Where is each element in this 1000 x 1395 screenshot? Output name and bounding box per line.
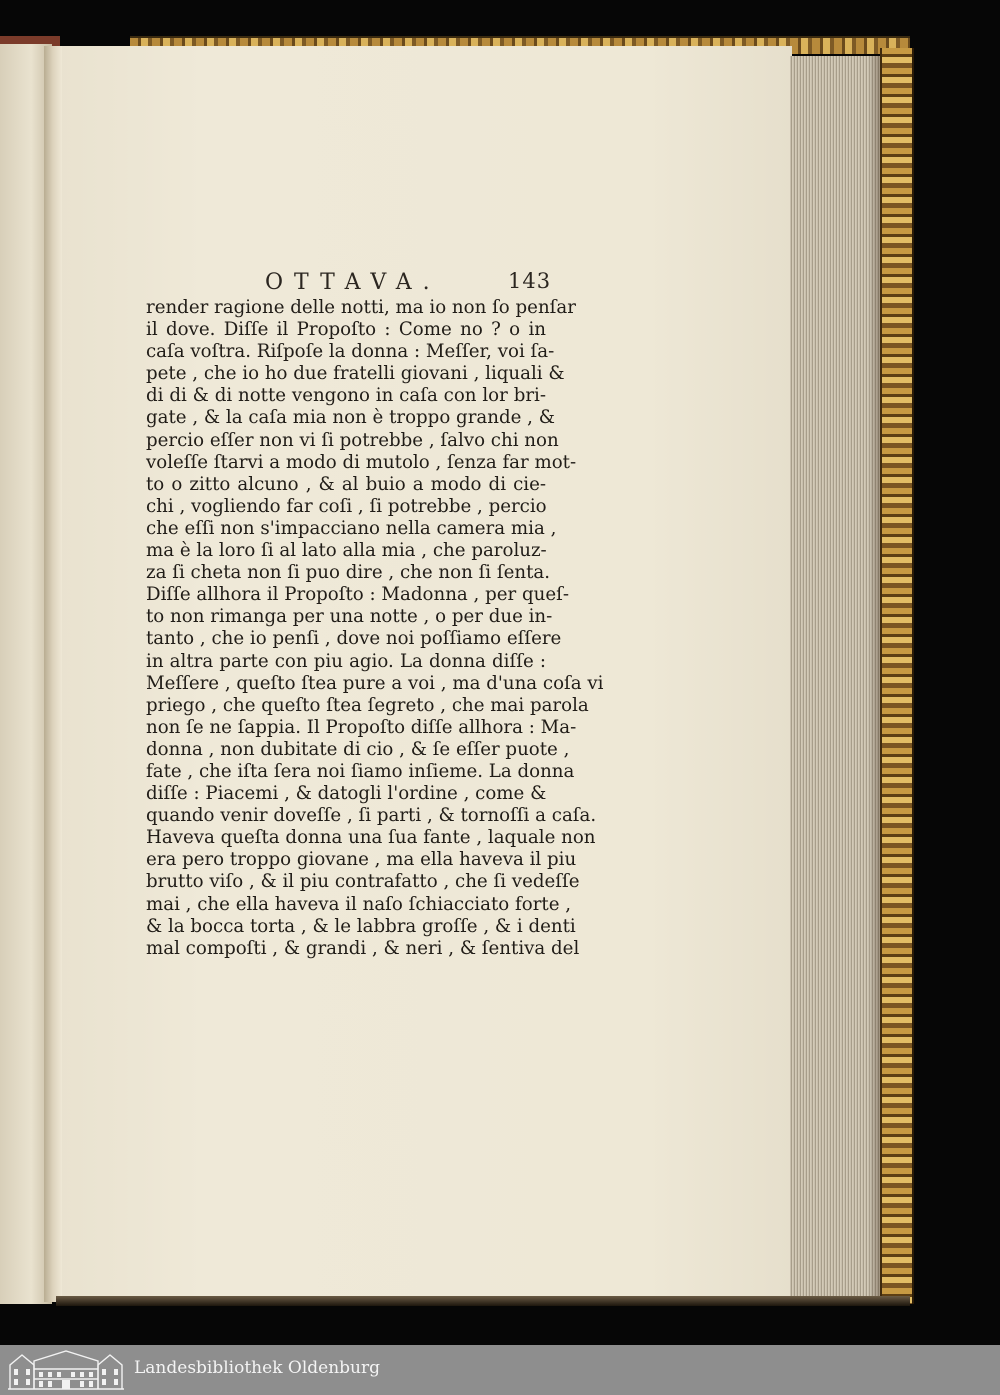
text-line: diſſe : Piacemi , & datogli l'ordine , come &: [146, 783, 547, 805]
text-line: za ſi cheta non ſi puo dire , che non ſi ſenta.: [146, 562, 551, 584]
text-line: mai , che ella haveva il naſo ſchiacciato forte ,: [146, 893, 572, 915]
page-fore-edge: [790, 56, 880, 1296]
text-line: render ragione delle notti, ma io non ſo penſar: [146, 297, 576, 318]
text-line: voleſſe ſtarvi a modo di mutolo , ſenza far mot-: [146, 451, 577, 473]
text-line: gate , & la caſa mia non è troppo grande , &: [146, 407, 555, 429]
text-line: quando venir doveſſe , ſi parti , & tornoſſi a caſa.: [146, 805, 597, 827]
page-gutter: [44, 46, 62, 1302]
text-line: mal compoſti , & grandi , & neri , & ſentiva del: [146, 937, 580, 959]
text-line: non ſe ne ſappia. Il Propoſto diſſe allhora : Ma-: [146, 716, 577, 738]
text-line: in altra parte con piu agio. La donna diſſe :: [146, 650, 546, 672]
library-footer: [0, 1345, 1000, 1395]
text-line: priego , che queſto ſtea ſegreto , che mai parola: [146, 694, 589, 716]
text-line: ma è la loro ſi al lato alla mia , che paroluz-: [146, 540, 547, 562]
text-line: to o zitto alcuno , & al buio a modo di cie-: [146, 473, 546, 495]
text-line: pete , che io ho due fratelli giovani , liquali &: [146, 363, 565, 385]
body-text: [146, 297, 604, 960]
text-line: era pero troppo giovane , ma ella haveva il piu: [146, 849, 577, 871]
text-line: Diſſe allhora il Propoſto : Madonna , per queſ-: [146, 584, 569, 606]
bottom-edge: [56, 1296, 910, 1306]
running-head: OTTAVA.: [265, 270, 441, 295]
text-line: che eſſi non s'impacciano nella camera mia ,: [146, 517, 557, 539]
text-line: to non rimanga per una notte , o per due in-: [146, 606, 553, 628]
text-line: di di & di notte vengono in caſa con lor bri-: [146, 385, 546, 407]
text-line: caſa voſtra. Riſpoſe la donna : Meſſer, voi ſa-: [146, 341, 555, 363]
text-line: chi , vogliendo far coſi , ſi potrebbe , percio: [146, 495, 547, 517]
text-line: il dove. Diſſe il Propoſto : Come no ? o in: [146, 319, 546, 341]
library-name: Landesbibliothek Oldenburg: [134, 1358, 381, 1378]
text-line: fate , che iſta ſera noi ſiamo inſieme. La donna: [146, 760, 575, 782]
library-building-icon: [8, 1349, 124, 1391]
text-line: & la bocca torta , & le labbra groſſe , & i denti: [146, 915, 576, 937]
text-line: tanto , che io penſi , dove noi poſſiamo eſſere: [146, 628, 562, 650]
page-number: 143: [508, 269, 552, 293]
text-line: percio eſſer non vi ſi potrebbe , ſalvo chi non: [146, 429, 559, 451]
text-line: Meſſere , queſto ſtea pure a voi , ma d'una coſa vi: [146, 672, 604, 694]
text-line: Haveva queſta donna una ſua fante , laquale non: [146, 827, 596, 849]
text-line: donna , non dubitate di cio , & ſe eſſer puote ,: [146, 738, 570, 760]
text-line: brutto viſo , & il piu contrafatto , che ſi vedeſſe: [146, 871, 580, 893]
gilt-spine-border: [880, 48, 914, 1304]
